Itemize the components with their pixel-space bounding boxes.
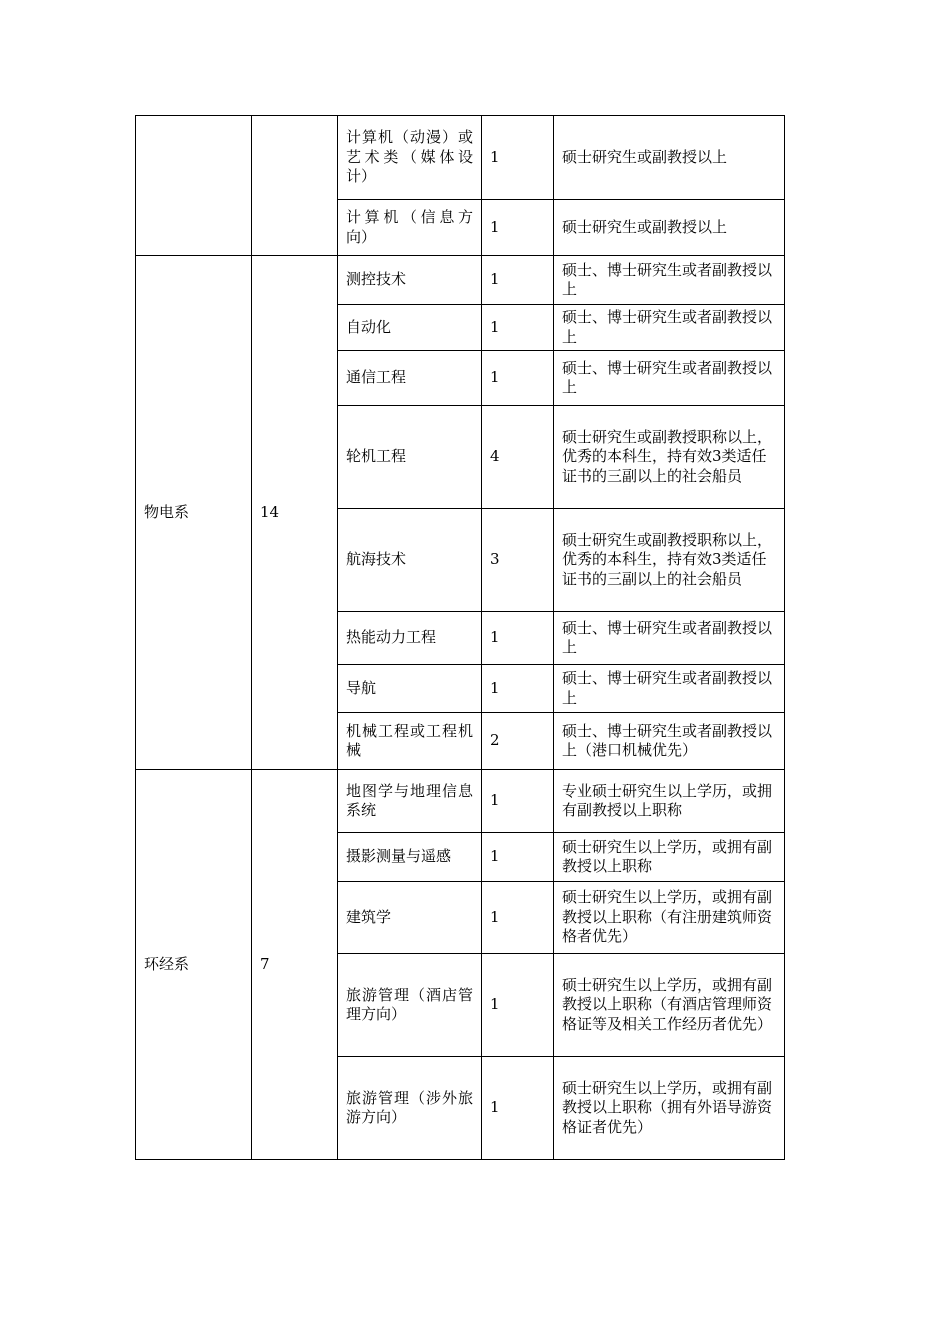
- requirement-cell: 专业硕士研究生以上学历，或拥有副教授以上职称: [554, 770, 785, 833]
- requirement-cell: 硕士研究生或副教授职称以上，优秀的本科生，持有效3类适任证书的三副以上的社会船员: [554, 406, 785, 509]
- count-cell: 1: [482, 116, 554, 200]
- count-cell: 1: [482, 833, 554, 882]
- major-cell: 地图学与地理信息系统: [338, 770, 482, 833]
- major-cell: 测控技术: [338, 256, 482, 305]
- major-cell: 摄影测量与遥感: [338, 833, 482, 882]
- count-cell: 4: [482, 406, 554, 509]
- dept-cell: [136, 116, 252, 256]
- count-cell: 1: [482, 770, 554, 833]
- total-cell: [252, 116, 338, 256]
- major-cell: 自动化: [338, 305, 482, 351]
- requirement-cell: 硕士、博士研究生或者副教授以上: [554, 305, 785, 351]
- requirement-cell: 硕士研究生或副教授以上: [554, 200, 785, 256]
- requirement-cell: 硕士、博士研究生或者副教授以上: [554, 256, 785, 305]
- requirement-cell: 硕士研究生或副教授以上: [554, 116, 785, 200]
- major-cell: 热能动力工程: [338, 612, 482, 665]
- table-row: [136, 116, 785, 200]
- count-cell: 1: [482, 200, 554, 256]
- count-cell: 1: [482, 256, 554, 305]
- count-cell: 1: [482, 1057, 554, 1160]
- total-cell: 7: [252, 770, 338, 1160]
- major-cell: 旅游管理（酒店管理方向）: [338, 954, 482, 1057]
- major-cell: 轮机工程: [338, 406, 482, 509]
- major-cell: 计算机（动漫）或艺术类（媒体设计）: [338, 116, 482, 200]
- major-cell: 航海技术: [338, 509, 482, 612]
- major-cell: 导航: [338, 665, 482, 713]
- table-row: [136, 256, 785, 305]
- dept-cell: 物电系: [136, 256, 252, 770]
- requirement-cell: 硕士研究生或副教授职称以上，优秀的本科生，持有效3类适任证书的三副以上的社会船员: [554, 509, 785, 612]
- requirement-cell: 硕士研究生以上学历，或拥有副教授以上职称（拥有外语导游资格证者优先）: [554, 1057, 785, 1160]
- requirement-cell: 硕士研究生以上学历，或拥有副教授以上职称（有酒店管理师资格证等及相关工作经历者优先）: [554, 954, 785, 1057]
- requirement-cell: 硕士、博士研究生或者副教授以上: [554, 612, 785, 665]
- major-cell: 建筑学: [338, 882, 482, 954]
- count-cell: 1: [482, 305, 554, 351]
- total-cell: 14: [252, 256, 338, 770]
- count-cell: 1: [482, 351, 554, 406]
- requirement-cell: 硕士、博士研究生或者副教授以上: [554, 351, 785, 406]
- requirement-cell: 硕士、博士研究生或者副教授以上（港口机械优先）: [554, 713, 785, 770]
- requirement-cell: 硕士、博士研究生或者副教授以上: [554, 665, 785, 713]
- major-cell: 计算机（信息方向）: [338, 200, 482, 256]
- count-cell: 1: [482, 665, 554, 713]
- count-cell: 1: [482, 612, 554, 665]
- count-cell: 2: [482, 713, 554, 770]
- major-cell: 旅游管理（涉外旅游方向）: [338, 1057, 482, 1160]
- count-cell: 1: [482, 954, 554, 1057]
- major-cell: 通信工程: [338, 351, 482, 406]
- count-cell: 3: [482, 509, 554, 612]
- requirement-cell: 硕士研究生以上学历，或拥有副教授以上职称（有注册建筑师资格者优先）: [554, 882, 785, 954]
- recruitment-table: [135, 115, 785, 1160]
- dept-cell: 环经系: [136, 770, 252, 1160]
- requirement-cell: 硕士研究生以上学历，或拥有副教授以上职称: [554, 833, 785, 882]
- count-cell: 1: [482, 882, 554, 954]
- table-row: [136, 770, 785, 833]
- major-cell: 机械工程或工程机械: [338, 713, 482, 770]
